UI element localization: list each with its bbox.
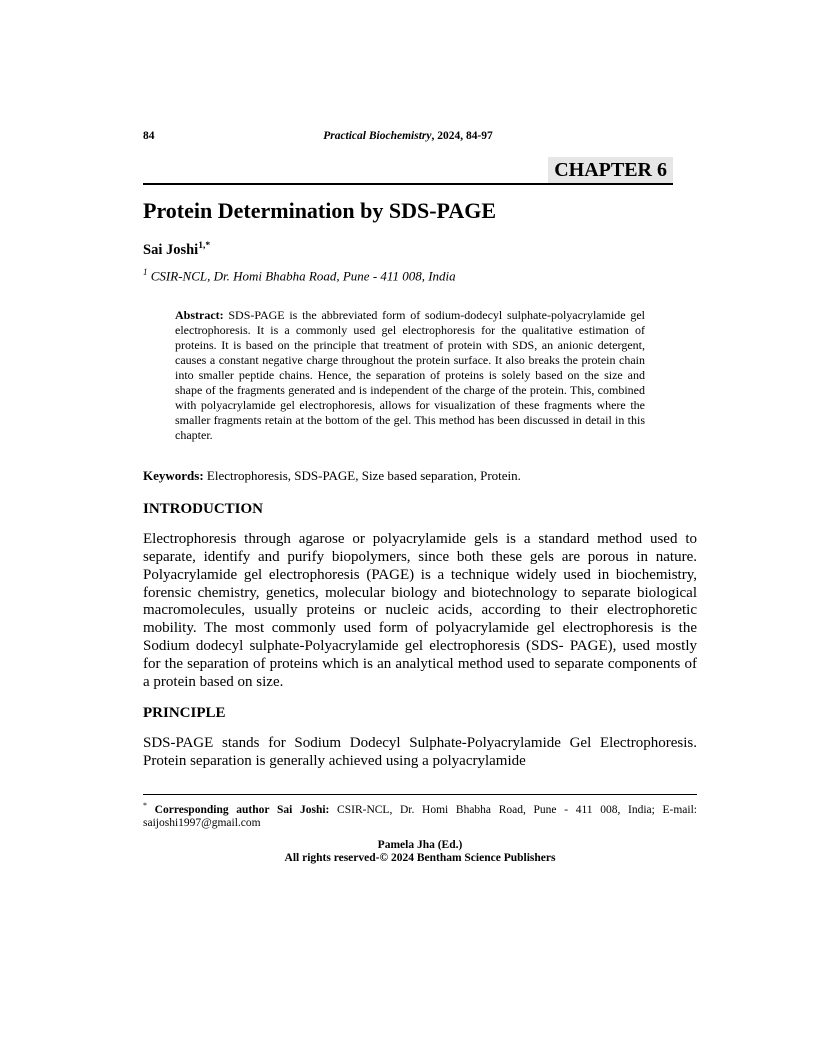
journal-issue-info: , 2024, 84-97 — [431, 130, 493, 142]
affiliation-marker: 1 — [143, 266, 148, 277]
section-heading-principle: PRINCIPLE — [143, 705, 226, 722]
affiliation-text: CSIR-NCL, Dr. Homi Bhabha Road, Pune - 411 008, India — [147, 268, 456, 284]
copyright-note: All rights reserved-© 2024 Bentham Science Publishers — [284, 852, 556, 865]
footnote-bold-part: Corresponding author Sai Joshi: — [147, 803, 330, 816]
abstract-text: SDS-PAGE is the abbreviated form of sodium-dodecyl sulphate-polyacrylamide gel electrophoresis. It is a commonly used gel electrophoresis for the qualitative estimation of proteins. It is based on the principle that treatment of protein with SDS, an anionic detergent, causes a constant negative charge throughout the protein surface. It also breaks the protein chain into smaller peptide chains. Hence, the separation of proteins is solely based on the size and shape of the fragments generated and is independent of the charge of the protein. This, combined with polyacrylamide gel electrophoresis, allows for visualization of these fragments where the smaller fragments retain at the bottom of the gel. This method has been discussed in detail in this chapter. — [175, 308, 645, 443]
author-marker: 1,* — [198, 241, 211, 251]
keywords-label: Keywords: — [143, 468, 204, 484]
section-body-introduction: Electrophoresis through agarose or polyacrylamide gels is a standard method used to separate, identify and purify biopolymers, since both these gels are porous in nature. Polyacrylamide gel electrophoresis (PAGE) is a technique widely used in biochemistry, forensic chemistry, genetics, molecular biology and biotechnology to separate biological macromolecules, usually proteins or nucleic acids, according to their electrophoretic mobility. The most commonly used form of polyacrylamide gel electrophoresis is the Sodium dodecyl sulphate-Polyacrylamide gel electrophoresis (SDS- PAGE), used mostly for the separation of proteins which is an analytical method used to separate components of a protein based on size. — [143, 531, 697, 690]
author-affiliation — [143, 264, 697, 284]
section-body-principle: SDS-PAGE stands for Sodium Dodecyl Sulphate-Polyacrylamide Gel Electrophoresis. Protein separation is generally achieved using a polyacrylamide — [143, 735, 697, 770]
chapter-badge: CHAPTER 6 — [548, 157, 673, 183]
abstract — [175, 308, 645, 443]
corresponding-author-note — [143, 795, 697, 830]
page-number: 84 — [143, 130, 155, 142]
editor-note: Pamela Jha (Ed.) — [377, 838, 463, 851]
journal-title: Practical Biochemistry — [323, 130, 432, 142]
section-heading-introduction: INTRODUCTION — [143, 501, 264, 518]
abstract-label: Abstract: — [175, 308, 224, 323]
article-title: Protein Determination by SDS-PAGE — [143, 198, 496, 223]
keywords-line — [143, 467, 697, 484]
publisher-footer — [143, 839, 697, 866]
running-head — [143, 130, 673, 143]
author-line — [143, 238, 697, 259]
keywords-text: Electrophoresis, SDS-PAGE, Size based separation, Protein. — [203, 468, 521, 484]
author-name: Sai Joshi — [143, 241, 199, 258]
footnote-marker: * — [143, 800, 147, 810]
chapter-rule — [143, 157, 673, 185]
footnote-text: CSIR-NCL, Dr. Homi Bhabha Road, Pune - 411 008, India; E-mail: saijoshi1997@gmail.com — [143, 803, 697, 829]
page-content — [143, 130, 697, 866]
